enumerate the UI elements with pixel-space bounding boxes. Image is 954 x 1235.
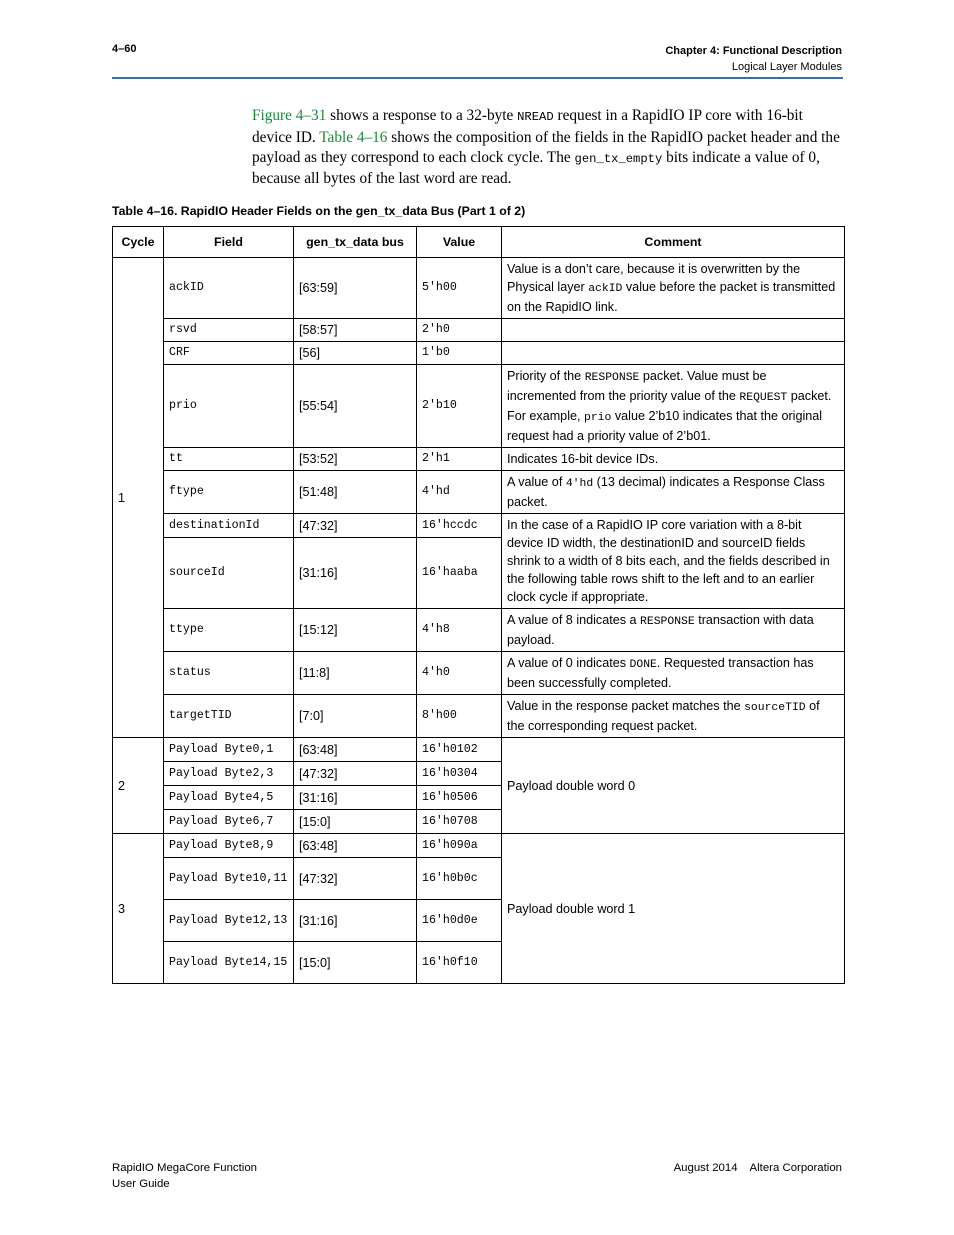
comment-cell: Priority of the RESPONSE packet. Value must be incremented from the priority value of the REQUEST packet. For example, prio value 2’b10 indicates that the original request had a priority value of 2’b01.: [502, 365, 845, 448]
page-number: 4–60: [112, 43, 137, 55]
comment-cell: A value of 8 indicates a RESPONSE transaction with data payload.: [502, 609, 845, 652]
comment-cell: A value of 4'hd (13 decimal) indicates a Response Class packet.: [502, 471, 845, 514]
value-cell: 16'hccdc: [417, 514, 502, 538]
value-cell: 4'h0: [417, 652, 502, 695]
value-cell: 16'h090a: [417, 834, 502, 858]
bus-cell: [31:16]: [294, 538, 417, 609]
column-header: Value: [417, 227, 502, 258]
value-cell: 16'h0506: [417, 786, 502, 810]
cycle-cell: 2: [113, 738, 164, 834]
value-cell: 4'hd: [417, 471, 502, 514]
value-cell: 16'h0d0e: [417, 900, 502, 942]
field-cell: tt: [164, 448, 294, 471]
cycle-cell: 1: [113, 258, 164, 738]
table-row: [113, 258, 845, 319]
value-cell: 16'h0304: [417, 762, 502, 786]
bus-cell: [31:16]: [294, 900, 417, 942]
value-cell: 16'h0708: [417, 810, 502, 834]
field-cell: ackID: [164, 258, 294, 319]
value-cell: 4'h8: [417, 609, 502, 652]
bus-cell: [56]: [294, 342, 417, 365]
field-cell: Payload Byte4,5: [164, 786, 294, 810]
field-cell: Payload Byte8,9: [164, 834, 294, 858]
table-row: [113, 834, 845, 858]
column-header: Field: [164, 227, 294, 258]
table-link[interactable]: Table 4–16: [319, 128, 388, 146]
table-row: [113, 609, 845, 652]
bus-cell: [15:0]: [294, 810, 417, 834]
value-cell: 2'h0: [417, 319, 502, 342]
footer-doc: User Guide: [112, 1178, 170, 1190]
field-cell: sourceId: [164, 538, 294, 609]
field-cell: Payload Byte14,15: [164, 942, 294, 984]
field-cell: targetTID: [164, 695, 294, 738]
bus-cell: [47:32]: [294, 762, 417, 786]
value-cell: 16'h0102: [417, 738, 502, 762]
bus-cell: [63:48]: [294, 834, 417, 858]
comment-cell: Payload double word 0: [502, 738, 845, 834]
field-cell: CRF: [164, 342, 294, 365]
field-cell: ftype: [164, 471, 294, 514]
inline-code: NREAD: [517, 110, 554, 124]
table-row: [113, 448, 845, 471]
value-cell: 5'h00: [417, 258, 502, 319]
field-cell: Payload Byte6,7: [164, 810, 294, 834]
table-row: [113, 471, 845, 514]
column-header: Cycle: [113, 227, 164, 258]
bus-cell: [47:32]: [294, 858, 417, 900]
intro-text: request in a RapidIO IP core with 16-bit device ID.: [252, 107, 803, 146]
bus-cell: [63:59]: [294, 258, 417, 319]
field-cell: Payload Byte0,1: [164, 738, 294, 762]
intro-text: bits indicate a value of 0, because all bytes of the last word are read.: [252, 148, 820, 188]
running-header: [665, 43, 842, 75]
field-cell: destinationId: [164, 514, 294, 538]
intro-text: shows the composition of the fields in the RapidIO packet header and the payload as they correspond to each clock cycle. The: [252, 128, 840, 166]
value-cell: 16'h0b0c: [417, 858, 502, 900]
field-cell: prio: [164, 365, 294, 448]
intro-paragraph: [252, 106, 844, 189]
header-rule: [112, 77, 843, 79]
value-cell: 16'haaba: [417, 538, 502, 609]
section-title: Logical Layer Modules: [731, 61, 842, 73]
inline-code: gen_tx_empty: [574, 151, 663, 166]
comment-cell: Value in the response packet matches the sourceTID of the corresponding request packet.: [502, 695, 845, 738]
value-cell: 8'h00: [417, 695, 502, 738]
value-cell: 2'b10: [417, 365, 502, 448]
bus-cell: [53:52]: [294, 448, 417, 471]
table-row: [113, 365, 845, 448]
footer-right: August 2014 Altera Corporation: [673, 1162, 842, 1174]
table-caption: Table 4–16. RapidIO Header Fields on the gen_tx_data Bus (Part 1 of 2): [112, 204, 526, 218]
bus-cell: [11:8]: [294, 652, 417, 695]
chapter-title: Chapter 4: Functional Description: [665, 45, 842, 57]
comment-cell: In the case of a RapidIO IP core variation with a 8-bit device ID width, the destinationID and sourceID fields shrink to a width of 8 bits each, and the fields described in the following table rows shift to the left and to an earlier clock cycle if appropriate.: [502, 514, 845, 609]
bus-cell: [58:57]: [294, 319, 417, 342]
comment-cell: Indicates 16-bit device IDs.: [502, 448, 845, 471]
comment-cell: A value of 0 indicates DONE. Requested transaction has been successfully completed.: [502, 652, 845, 695]
bus-cell: [51:48]: [294, 471, 417, 514]
comment-cell: [502, 342, 845, 365]
field-cell: status: [164, 652, 294, 695]
bus-cell: [55:54]: [294, 365, 417, 448]
field-cell: rsvd: [164, 319, 294, 342]
figure-link[interactable]: Figure 4–31: [252, 107, 327, 124]
table-row: [113, 652, 845, 695]
column-header: gen_tx_data bus: [294, 227, 417, 258]
table-row: [113, 695, 845, 738]
table-row: [113, 514, 845, 538]
comment-cell: [502, 319, 845, 342]
cycle-cell: 3: [113, 834, 164, 984]
field-cell: ttype: [164, 609, 294, 652]
table-row: [113, 738, 845, 762]
column-header: Comment: [502, 227, 845, 258]
footer-product: RapidIO MegaCore Function: [112, 1162, 257, 1174]
table-row: [113, 319, 845, 342]
table-row: [113, 342, 845, 365]
bus-cell: [63:48]: [294, 738, 417, 762]
field-cell: Payload Byte10,11: [164, 858, 294, 900]
bus-cell: [15:0]: [294, 942, 417, 984]
table-header-row: [113, 227, 845, 258]
value-cell: 1'b0: [417, 342, 502, 365]
intro-text: shows a response to a 32-byte: [326, 107, 518, 124]
bus-cell: [31:16]: [294, 786, 417, 810]
footer-left: [112, 1160, 257, 1192]
value-cell: 2'h1: [417, 448, 502, 471]
bus-cell: [7:0]: [294, 695, 417, 738]
header-fields-table: [112, 226, 845, 984]
value-cell: 16'h0f10: [417, 942, 502, 984]
bus-cell: [15:12]: [294, 609, 417, 652]
comment-cell: Payload double word 1: [502, 834, 845, 984]
comment-cell: Value is a don’t care, because it is overwritten by the Physical layer ackID value before the packet is transmitted on the RapidIO link.: [502, 258, 845, 319]
bus-cell: [47:32]: [294, 514, 417, 538]
field-cell: Payload Byte12,13: [164, 900, 294, 942]
field-cell: Payload Byte2,3: [164, 762, 294, 786]
